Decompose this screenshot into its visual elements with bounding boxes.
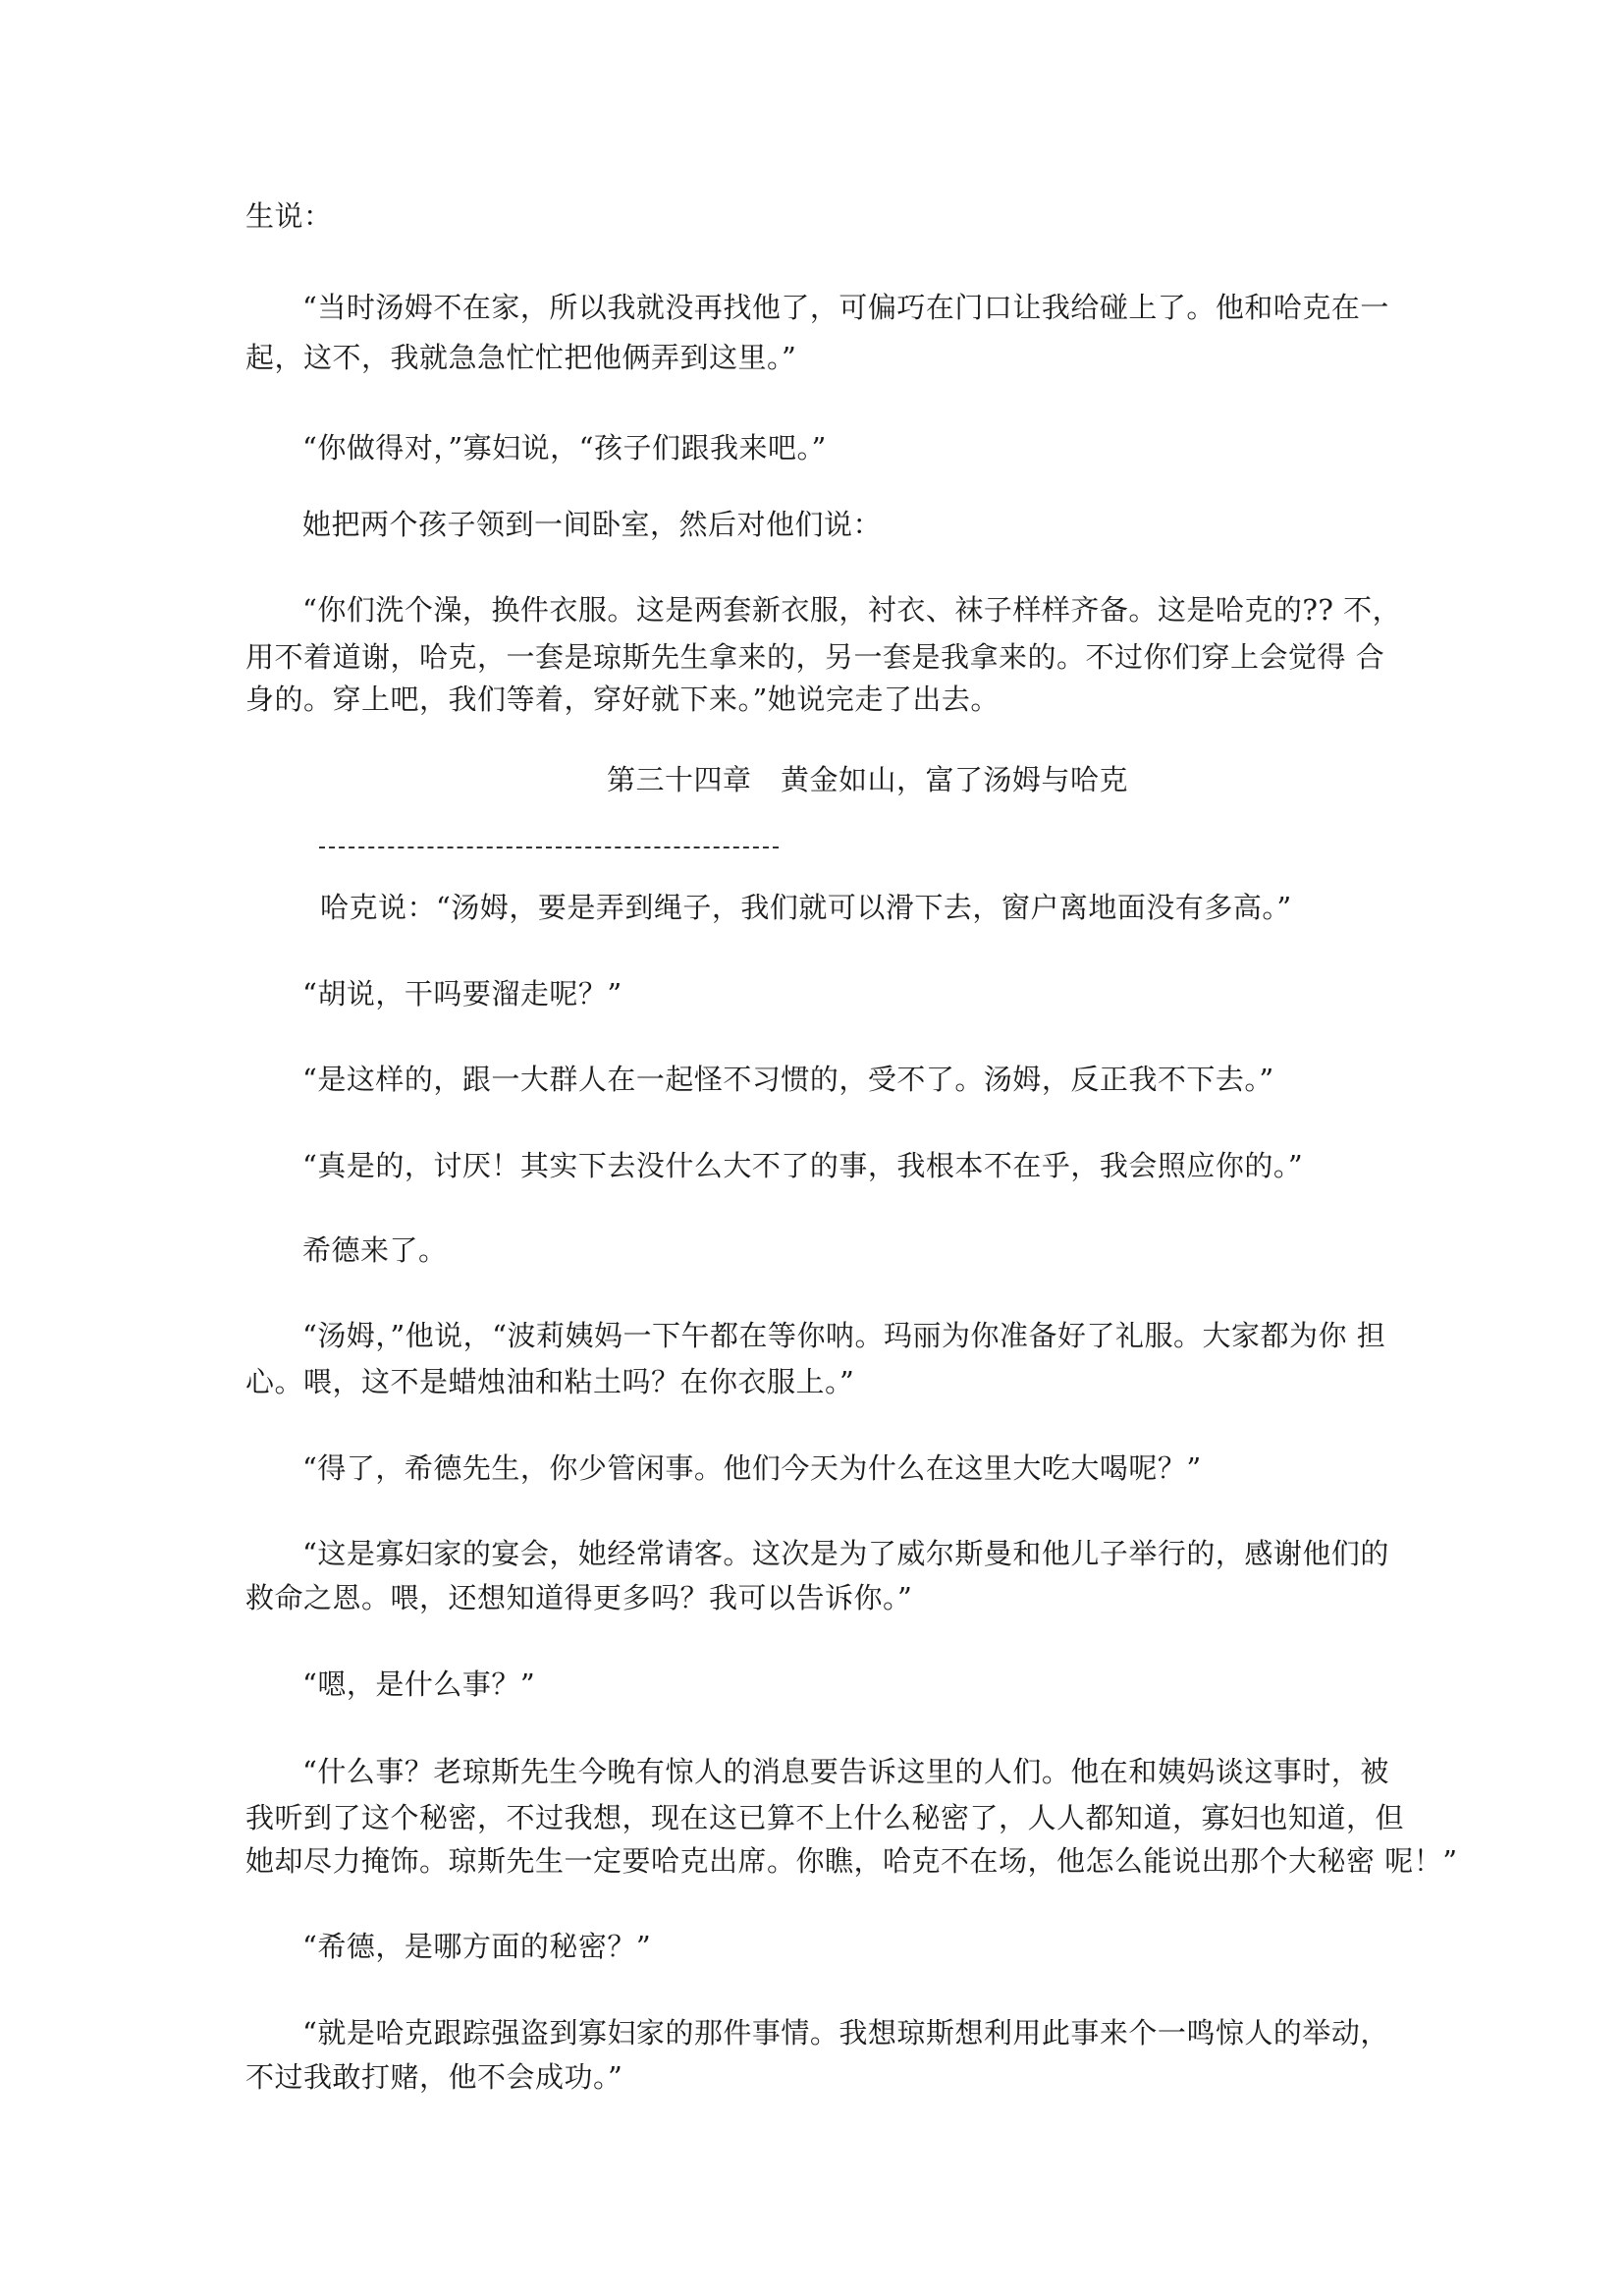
text-line: 起，这不，我就急急忙忙把他俩弄到这里。” <box>245 341 797 374</box>
paragraph-line: “得了，希德先生，你少管闲事。他们今天为什么在这里大吃大喝呢？” <box>302 1451 1202 1485</box>
paragraph-line: “就是哈克跟踪强盗到寡妇家的那件事情。我想琼斯想利用此事来个一鸣惊人的举动， <box>302 2016 1389 2050</box>
text-line: 用不着道谢，哈克，一套是琼斯先生拿来的，另一套是我拿来的。不过你们穿上会觉得 合 <box>245 640 1385 674</box>
text-line: 她却尽力掩饰。琼斯先生一定要哈克出席。你瞧，哈克不在场，他怎么能说出那个大秘密 呢！” <box>245 1844 1458 1878</box>
text-line: 我听到了这个秘密，不过我想，现在这已算不上什么秘密了，人人都知道，寡妇也知道，但 <box>245 1801 1405 1834</box>
text-line: 不过我敢打赌，他不会成功。” <box>245 2060 623 2094</box>
paragraph-line: “汤姆，”他说，“波莉姨妈一下午都在等你呐。玛丽为你准备好了礼服。大家都为你 担 <box>302 1319 1386 1352</box>
text-line: 身的。穿上吧，我们等着，穿好就下来。”她说完走了出去。 <box>245 683 1000 716</box>
paragraph-line: “当时汤姆不在家，所以我就没再找他了，可偏巧在门口让我给碰上了。他和哈克在一 <box>302 291 1389 324</box>
paragraph-line: “这是寡妇家的宴会，她经常请客。这次是为了威尔斯曼和他儿子举行的，感谢他们的 <box>302 1537 1389 1570</box>
text-line: 生说： <box>245 199 333 233</box>
chapter-title: 第三十四章 黄金如山，富了汤姆与哈克 <box>607 763 1129 796</box>
text-line: 心。喂，这不是蜡烛油和粘土吗？在你衣服上。” <box>245 1365 855 1398</box>
paragraph-line: “真是的，讨厌！其实下去没什么大不了的事，我根本不在乎，我会照应你的。” <box>302 1149 1304 1182</box>
text-line: 救命之恩。喂，还想知道得更多吗？我可以告诉你。” <box>245 1581 913 1614</box>
paragraph-line: “胡说，干吗要溜走呢？” <box>302 977 622 1011</box>
paragraph-line: 希德来了。 <box>302 1233 448 1267</box>
separator-line <box>319 847 779 848</box>
paragraph-line: 哈克说：“汤姆，要是弄到绳子，我们就可以滑下去，窗户离地面没有多高。” <box>320 891 1292 924</box>
paragraph-line: “是这样的，跟一大群人在一起怪不习惯的，受不了。汤姆，反正我不下去。” <box>302 1063 1274 1096</box>
paragraph-line: “你做得对，”寡妇说，“孩子们跟我来吧。” <box>302 431 827 465</box>
paragraph-line: “什么事？老琼斯先生今晚有惊人的消息要告诉这里的人们。他在和姨妈谈这事时，被 <box>302 1755 1389 1788</box>
paragraph-line: “希德，是哪方面的秘密？” <box>302 1930 652 1963</box>
paragraph-line: 她把两个孩子领到一间卧室，然后对他们说： <box>302 508 883 541</box>
paragraph-line: “嗯，是什么事？” <box>302 1667 536 1701</box>
paragraph-line: “你们洗个澡，换件衣服。这是两套新衣服，衬衣、袜子样样齐备。这是哈克的?? 不， <box>302 593 1402 627</box>
